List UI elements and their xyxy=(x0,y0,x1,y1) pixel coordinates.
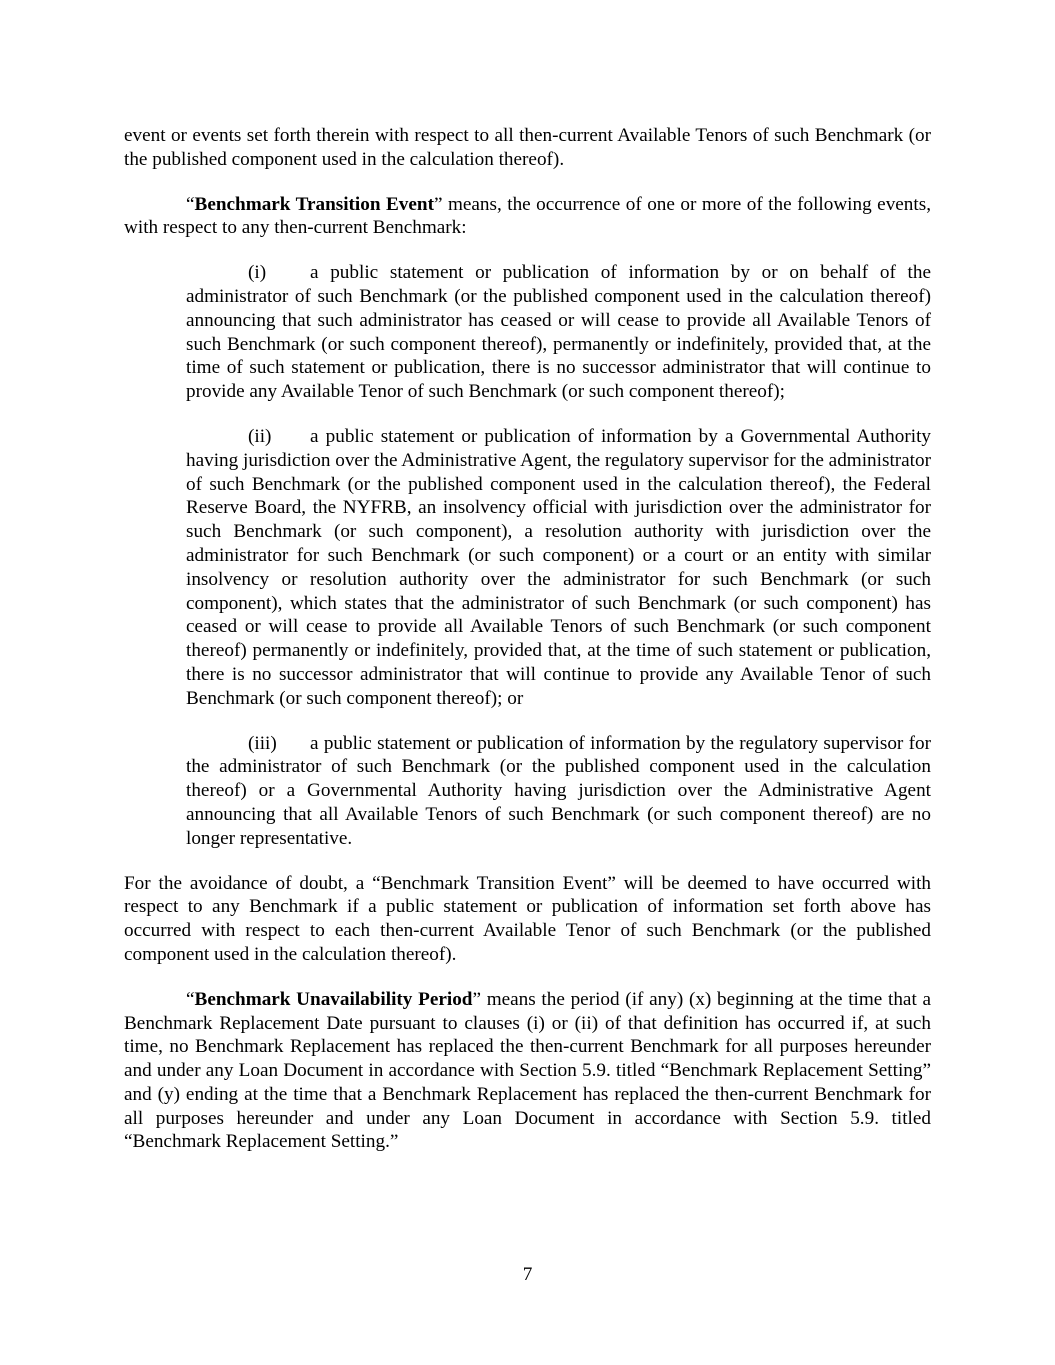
clause-iii xyxy=(186,732,931,851)
benchmark-transition-event-definition xyxy=(124,193,931,241)
open-quote: “ xyxy=(186,193,195,215)
clause-number: (ii) xyxy=(248,425,272,447)
clause-number: (iii) xyxy=(248,732,277,754)
avoidance-of-doubt-paragraph: For the avoidance of doubt, a “Benchmark Transition Event” will be deemed to have occurred with respect to any Benchmark if a public statement or publication of information set forth above has occurred with respect to each then-current Available Tenor of such Benchmark (or the published component used in the calculation thereof). xyxy=(124,872,931,965)
definition-text: ” means, the occurrence of one or more of the following events, with respect to any then-current Benchmark: xyxy=(124,193,931,239)
clause-number: (i) xyxy=(248,262,267,284)
page-number: 7 xyxy=(522,1264,533,1285)
defined-term-benchmark-unavailability-period: Benchmark Unavailability Period xyxy=(194,988,473,1010)
benchmark-unavailability-period-definition xyxy=(124,988,931,1155)
clause-text: a public statement or publication of information by a Governmental Authority having jurisdiction over the Administrative Agent, the regulatory supervisor for the administrator of such Benchmark (or the published component used in the calculation thereof), the Federal Reserve Board, the NYFRB, an insolvency official with jurisdiction over the administrator for such Benchmark (or such component), a resolution authority with jurisdiction over the administrator for such Benchmark (or such component) or a court or an entity with similar insolvency or resolution authority over the administrator for such Benchmark (or such component), which states that the administrator of such Benchmark (or such component) has ceased or will cease to provide all Available Tenors of such Benchmark (or such component thereof) permanently or indefinitely, provided that, at the time of such statement or publication, there is no successor administrator that will continue to provide any Available Tenor of such Benchmark (or such component thereof); or xyxy=(186,425,931,709)
clause-i xyxy=(186,261,931,404)
defined-term-benchmark-transition-event: Benchmark Transition Event xyxy=(194,193,434,215)
clause-ii xyxy=(186,425,931,711)
open-quote: “ xyxy=(186,988,195,1010)
definition-text: ” means the period (if any) (x) beginning at the time that a Benchmark Replacement Date pursuant to clauses (i) or (ii) of that definition has occurred if, at such time, no Benchmark Replacement has replaced the then-current Benchmark for all purposes hereunder and under any Loan Document in accordance with Section 5.9. titled “Benchmark Replacement Setting” and (y) ending at the time that a Benchmark Replacement has replaced the then-current Benchmark for all purposes hereunder and under any Loan Document in accordance with Section 5.9. titled “Benchmark Replacement Setting.” xyxy=(124,988,932,1153)
clause-text: a public statement or publication of information by or on behalf of the administrator of such Benchmark (or the published component used in the calculation thereof) announcing that such administrator has ceased or will cease to provide all Available Tenors of such Benchmark (or such component thereof), permanently or indefinitely, provided that, at the time of such statement or publication, there is no successor administrator that will continue to provide any Available Tenor of such Benchmark (or such component thereof); xyxy=(186,262,931,403)
clause-text: a public statement or publication of information by the regulatory supervisor for the administrator of such Benchmark (or the published component used in the calculation thereof) or a Governmental Authority having jurisdiction over the Administrative Agent announcing that all Available Tenors of such Benchmark (or such component thereof) are no longer representative. xyxy=(186,732,931,849)
document-page xyxy=(124,124,931,1154)
continuation-paragraph: event or events set forth therein with respect to all then-current Available Tenors of such Benchmark (or the published component used in the calculation thereof). xyxy=(124,125,931,170)
